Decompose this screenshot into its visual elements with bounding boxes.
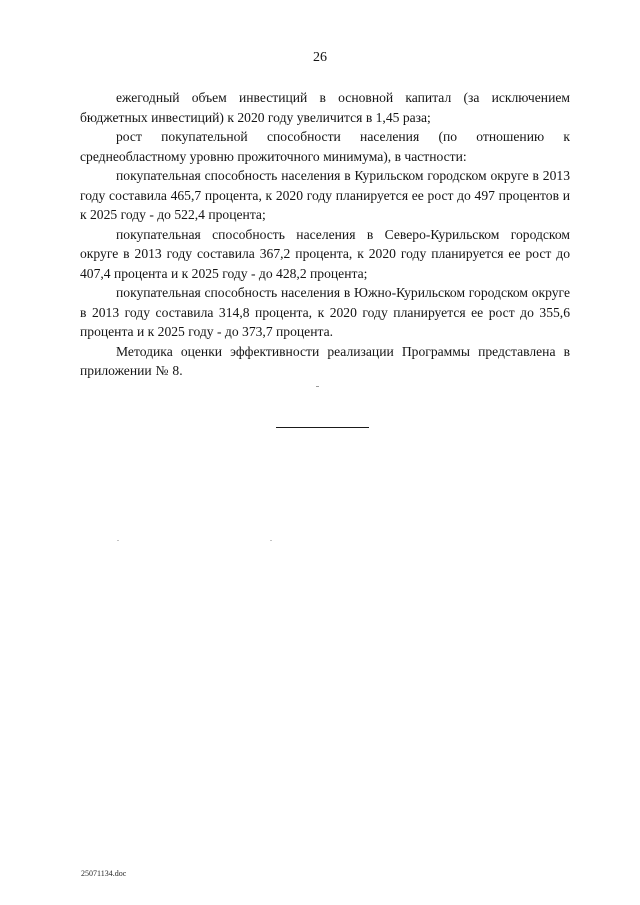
- paragraph-severo-kurilsk: покупательная способность населения в Северо-Курильском городском округе в 2013 году составила 367,2 процента, к 2020 году планируется ее рост до 407,4 процента и к 2025 году - до 428,2 процента;: [80, 226, 570, 281]
- section-divider-line: [276, 427, 369, 428]
- paragraph-kurilsk: покупательная способность населения в Курильском городском округе в 2013 году составила 465,7 процента, к 2020 году планируется ее рост до 497 процентов и к 2025 году - до 522,4 процента;: [80, 168, 570, 222]
- scan-speck: [316, 386, 319, 387]
- scan-speck: [117, 540, 119, 541]
- paragraph-methodology: Методика оценки эффективности реализации Программы представлена в приложении № 8.: [80, 343, 570, 378]
- scan-speck: [270, 540, 272, 541]
- paragraph-yuzhno-kurilsk: покупательная способность населения в Южно-Курильском городском округе в 2013 году составила 314,8 процента, к 2020 году планируется ее рост до 355,6 процента и к 2025 году - до 373,7 процента.: [80, 285, 570, 339]
- paragraph-purchasing-power-intro: рост покупательной способности населения (по отношению к среднеобластному уровню прожиточного минимума), в частности:: [80, 129, 570, 164]
- document-body: [80, 88, 570, 381]
- page-number: 26: [313, 50, 327, 65]
- footer-file-name: 25071134.doc: [81, 869, 127, 878]
- paragraph-investment: ежегодный объем инвестиций в основной капитал (за исключением бюджетных инвестиций) к 2020 году увеличится в 1,45 раза;: [80, 90, 570, 125]
